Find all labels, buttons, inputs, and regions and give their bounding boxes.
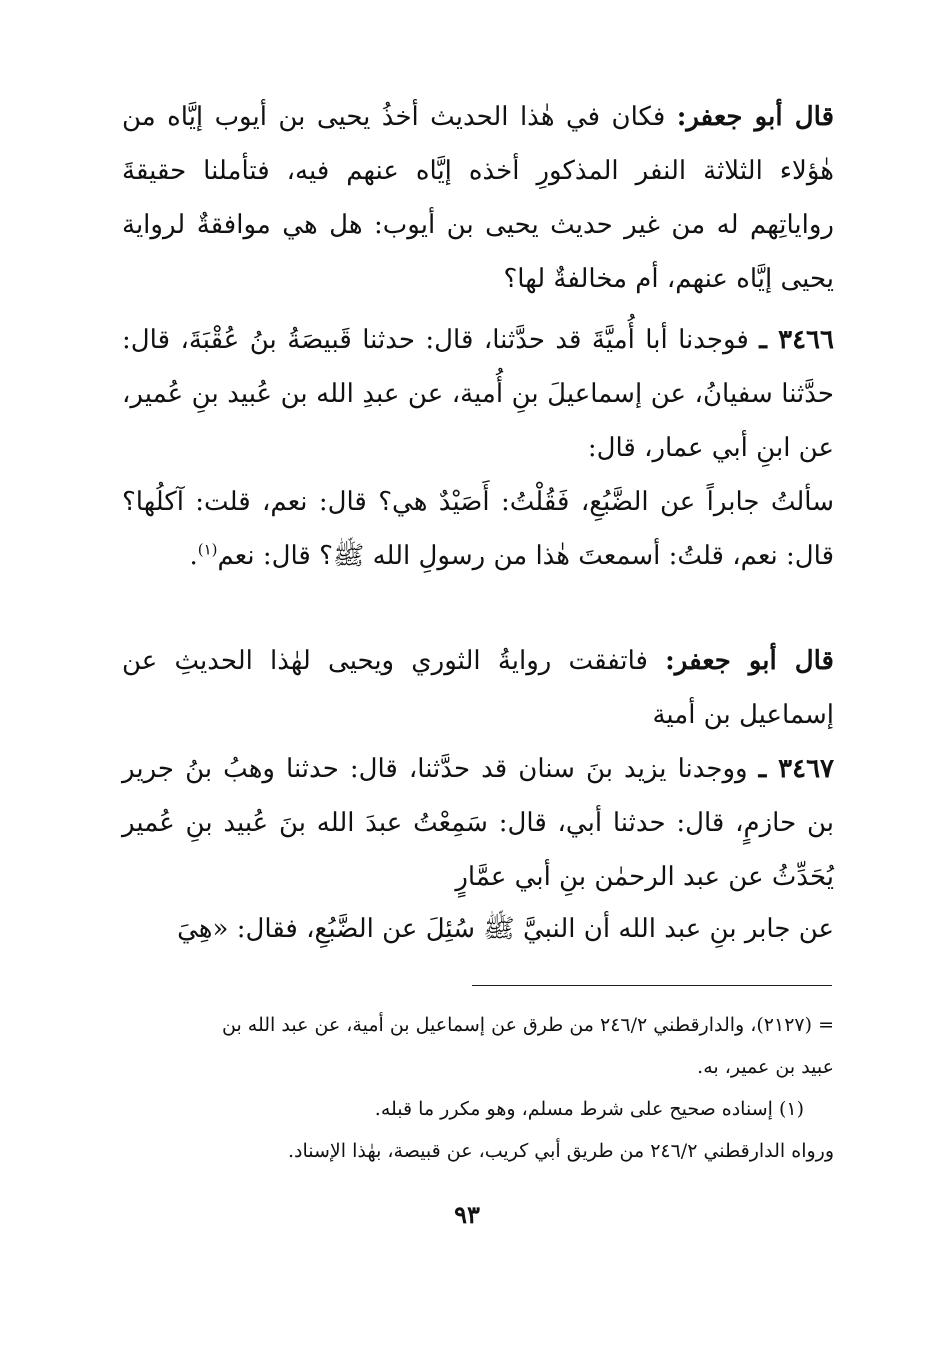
paragraph-tail: . — [189, 541, 198, 571]
hadith-number: ٣٤٦٧ ـ — [758, 754, 834, 784]
paragraph-body: فكان في هٰذا الحديث أخذُ يحيى بن أيوب إيَّاه من هٰؤلاء الثلاثة النفر المذكورِ أخذه إيَّاه عنهم فيه، فتأملنا حقيقةَ رواياتِهم له من غير حديث يحيى بن أيوب: هل هي موافقةٌ لرواية يحيى إيَّاه عنهم، أم مخالفةٌ لها؟ — [122, 102, 834, 294]
paragraph-text — [122, 902, 834, 956]
paragraph-text — [122, 313, 834, 475]
paragraph-hadith-3467-matn — [122, 902, 834, 956]
footnote-marker: (١) — [197, 540, 218, 559]
paragraph-text — [122, 90, 834, 306]
paragraph-body: عن جابر بنِ عبد الله أن النبيَّ ﷺ سُئِلَ عن الضَّبُعِ، فقال: «هِيَ — [177, 914, 834, 944]
paragraph-abu-jafar-1 — [122, 90, 834, 306]
paragraph-body: فوجدنا أبا أُميَّةَ قد حدَّثنا، قال: حدثنا قَبيصَةُ بنُ عُقْبَةَ، قال: حدَّثنا سفيانُ، عن إسماعيلَ بنِ أُمية، عن عبدِ الله بن عُبيد بنِ عُمير، عن ابنِ أبي عمار، قال: — [122, 325, 834, 463]
paragraph-body: سألتُ جابراً عن الضَّبُعِ، فَقُلْتُ: أَصَيْدٌ هي؟ قال: نعم، قلت: آكلُها؟ قال: نعم، قلتُ: أسمعتَ هٰذا من رسولِ الله ﷺ؟ قال: نعم — [122, 487, 834, 571]
paragraph-abu-jafar-2 — [122, 634, 834, 742]
paragraph-lead: قال أبو جعفر: — [676, 102, 834, 132]
paragraph-text — [122, 634, 834, 742]
paragraph-lead: قال أبو جعفر: — [665, 646, 834, 676]
footnote-continuation-line-1: = (٢١٢٧)، والدارقطني ٢٤٦/٢ من طرق عن إسماعيل بن أمية، عن عبد الله بن — [222, 1014, 834, 1036]
paragraph-body: ووجدنا يزيد بنَ سنان قد حدَّثنا، قال: حدثنا وهبُ بنُ جرير بن حازمٍ، قال: حدثنا أبي، قال: سَمِعْتُ عبدَ الله بنَ عُبيد بنِ عُمير يُحَدِّثُ عن عبد الرحمٰن بنِ أبي عمَّارٍ — [122, 754, 834, 892]
paragraph-hadith-3466 — [122, 313, 834, 475]
footnote-divider — [472, 985, 832, 986]
paragraph-hadith-3466-matn — [122, 475, 834, 583]
footnote-continuation-line-2: عبيد بن عمير، به. — [697, 1056, 834, 1078]
page-number: ٩٣ — [454, 1200, 480, 1229]
paragraph-hadith-3467 — [122, 742, 834, 904]
paragraph-body: فاتفقت روايةُ الثوري ويحيى لهٰذا الحديثِ عن إسماعيل بن أمية — [122, 646, 834, 730]
footnotes — [118, 1004, 834, 1172]
footnote-1: (١) إسناده صحيح على شرط مسلم، وهو مكرر ما قبله. — [374, 1098, 804, 1120]
paragraph-text — [122, 742, 834, 904]
footnote-1-continued: ورواه الدارقطني ٢٤٦/٢ من طريق أبي كريب، عن قبيصة، بهٰذا الإسناد. — [287, 1140, 834, 1162]
hadith-number: ٣٤٦٦ ـ — [759, 325, 834, 355]
paragraph-text — [122, 475, 834, 583]
